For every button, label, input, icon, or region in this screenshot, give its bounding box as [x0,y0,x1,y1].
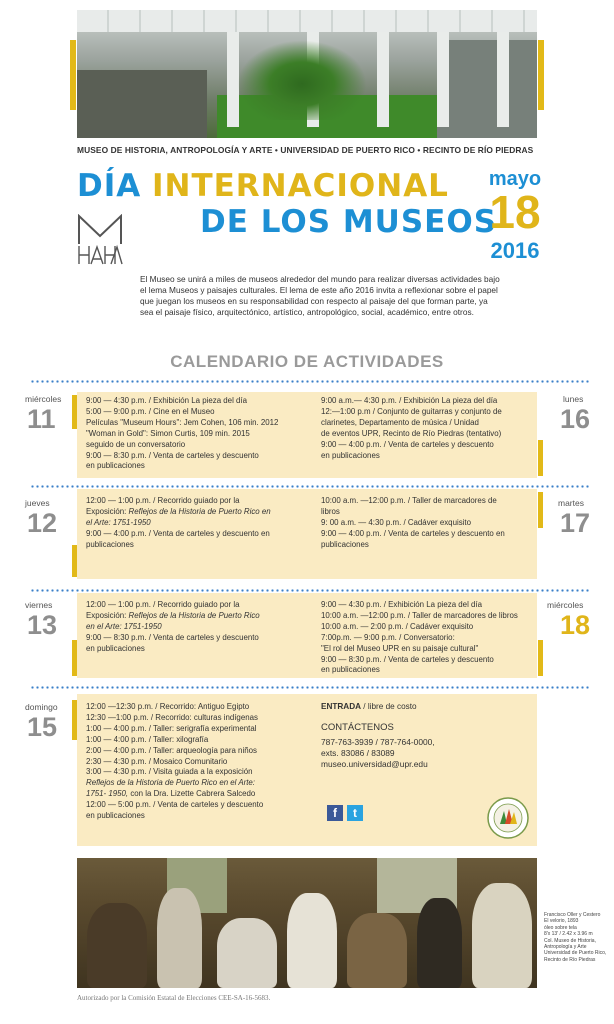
entry-line: de eventos UPR, Recinto de Río Piedras (tentativo) [321,428,502,438]
entry-line: 12:30 —1:00 p.m. / Recorrido: culturas indígenas [86,712,258,722]
entry-day-16 [321,396,535,461]
day-num-16: 16 [560,404,591,434]
photo-palm [237,40,367,120]
entry-text: Exposición: [86,506,129,516]
caption-line: El velorio, 1893 [544,918,579,925]
entry-line [86,507,308,518]
entry-line: Películas "Museum Hours": Jem Cohen, 106 min. 2012 [86,417,279,427]
exhibition-title: en el Arte: 1751-1950 [86,621,162,631]
entry-day-11 [86,396,306,472]
date-year: 2016 [490,238,540,263]
day-name-13: viernes [25,600,53,610]
dotted-divider [30,380,590,383]
day-num-18: 18 [560,610,591,640]
entry-line: 9:00 — 8:30 p.m. / Venta de carteles y descuento [86,632,259,642]
title-internacional: INTERNACIONAL [152,168,449,204]
entry-line: "El rol del Museo UPR en su paisaje cultural" [321,643,479,653]
day-name-12: jueves [25,498,50,508]
entry-line: 10:00 a.m. —12:00 p.m. / Taller de marcadores de libros [321,610,518,620]
painting-figure [87,903,147,988]
entry-day-12 [86,496,308,551]
entry-line: 9:00 — 4:00 p.m. / Venta de carteles y descuento en [86,528,270,538]
day-bar [538,440,543,476]
day-bar [72,545,77,577]
painting-figure [287,893,337,988]
entry-line: 9:00 — 8:30 p.m. / Venta de carteles y descuento [321,654,494,664]
dotted-divider [30,589,590,592]
day-num-17: 17 [560,508,591,538]
maha-logo-icon [77,214,123,266]
entrada-text: / libre de costo [361,702,417,711]
date-day: 18 [489,186,541,238]
entry-line: en publicaciones [86,643,145,653]
caption-line: Francisco Oller y Cestero [544,912,601,918]
contact-email[interactable]: museo.universidad@upr.edu [321,759,428,769]
entry-line: 9: 00 a.m. — 4:30 p.m. / Cadáver exquisito [321,517,471,527]
entry-line: 9:00 — 4:00 p.m. / Venta de carteles y descuento [321,439,494,449]
painting-figure [417,898,462,988]
entry-line: en publicaciones [321,450,380,460]
entry-day-15 [86,702,312,822]
entry-line: "Woman in Gold": Simon Curtis, 109 min. 2015 [86,428,250,438]
dotted-divider [30,686,590,689]
intro-paragraph: El Museo se unirá a miles de museos alrededor del mundo para realizar diversas actividades bajo el lema Museos y paisajes culturales. El lema de este año 2016 invita a reflexionar sobre el papel que juegan los museos en su responsabilidad con respecto al paisaje del que forman parte, ya sea el paisaje físico, arquitectónico, artístico, antropológico, social, académico, entre otros. [140,274,500,317]
day-bar [72,640,77,676]
contact-details [321,737,535,770]
day-num-11: 11 [27,404,56,434]
footnote: Autorizado por la Comisión Estatal de Elecciones CEE-SA-16-5683. [77,994,271,1002]
day-name-17: martes [558,498,584,508]
dotted-divider [30,485,590,488]
facebook-icon[interactable]: f [327,805,343,821]
entry-line [86,611,308,622]
entry-text: con la Dra. Lizette Cabrera Salcedo [128,789,256,799]
day-num-12: 12 [27,508,58,538]
entry-line: 9:00 a.m.— 4:30 p.m. / Exhibición La pieza del día [321,396,498,405]
entry-line: en publicaciones [86,811,145,821]
entry-line: 12:00 — 1:00 p.m. / Recorrido guiado por la [86,496,240,505]
accent-bar-left [70,40,76,110]
date-month: mayo [488,168,542,190]
day-bar [538,640,543,676]
entry-line: en publicaciones [86,461,145,471]
accent-bar-right [538,40,544,110]
day-name-18: miércoles [547,600,584,610]
entry-line: libros [321,506,340,516]
exhibition-title: Reflejos de la Historia de Puerto Rico en [128,506,271,516]
exhibition-title: el Arte: 1751-1950 [86,517,151,527]
day-name-16: lunes [563,394,584,404]
contact-phone: 787-763-3939 / 787-764-0000, [321,737,435,747]
entry-line: 9:00 — 4:30 p.m. / Exhibición La pieza del día [321,600,482,609]
entry-day-17 [321,496,535,551]
header-subtitle: MUSEO DE HISTORIA, ANTROPOLOGÍA Y ARTE • UNIVERSIDAD DE PUERTO RICO • RECINTO DE RÍO PIEDRAS [77,145,534,155]
caption-line: Universidad de Puerto Rico, [544,950,607,957]
entry-line: 9:00 — 4:00 p.m. / Venta de carteles y descuento en [321,528,505,538]
photo-column [497,32,509,127]
caption-line: Recinto de Río Piedras [544,956,596,963]
day-num-15: 15 [27,712,58,742]
twitter-icon[interactable]: t [347,805,363,821]
photo-shade-left [77,70,207,138]
entry-line: clarinetes, Departamento de música / Unidad [321,417,479,427]
entry-line: 3:00 — 4:30 p.m. / Visita guiada a la exposición [86,767,253,777]
painting-el-velorio [77,858,537,988]
entry-line: 5:00 — 9:00 p.m. / Cine en el Museo [86,406,215,416]
seal-icon [487,797,529,839]
photo-column [377,32,389,127]
photo-shade-right [437,40,537,138]
entry-line: 12:00 —12:30 p.m. / Recorrido: Antiguo Egipto [86,702,250,711]
entry-text: Exposición: [86,610,129,620]
entry-line: 10:00 a.m. — 2:00 p.m. / Cadáver exquisito [321,621,474,631]
day-name-15: domingo [25,702,58,712]
entry-day-13 [86,600,308,655]
entry-line: 2:30 — 4:30 p.m. / Mosaico Comunitario [86,756,228,766]
entrada-line [321,702,535,713]
exhibition-title: Reflejos de la Historia de Puerto Rico en el Arte: [86,778,256,788]
photo-column [437,32,449,127]
caption-line: Antropología y Arte [544,944,587,951]
contact-heading: CONTÁCTENOS [321,722,394,733]
day-bar [72,395,77,429]
exhibition-title: 1751- 1950, [86,789,129,799]
entry-line: 2:00 — 4:00 p.m. / Taller: arqueología para niños [86,745,257,755]
entry-line: 12:—1:00 p.m / Conjunto de guitarras y conjunto de [321,406,502,416]
entrada-label: ENTRADA [321,702,362,711]
painting-figure [157,888,202,988]
painting-figure [347,913,407,988]
entry-line: 12:00 — 5:00 p.m. / Venta de carteles y descuento [86,800,264,810]
day-name-11: miércoles [25,394,62,404]
day-num-13: 13 [27,610,58,640]
caption-line: Col. Museo de Historia, [544,937,596,944]
entry-day-18 [321,600,537,676]
hero-photo [77,10,537,138]
entry-line: seguido de un conversatorio [86,439,186,449]
painting-figure [472,883,532,988]
entry-line: 1:00 — 4:00 p.m. / Taller: serigrafía experimental [86,723,257,733]
entry-line: publicaciones [321,539,369,549]
entry-line: 9:00 — 8:30 p.m. / Venta de carteles y descuento [86,450,259,460]
entry-line: 12:00 — 1:00 p.m. / Recorrido guiado por la [86,600,240,609]
entry-line: 7:00p.m. — 9:00 p.m. / Conversatorio: [321,632,455,642]
entry-line [86,789,312,800]
contact-extensions: exts. 83086 / 83089 [321,748,395,758]
painting-caption [544,912,612,963]
photo-roof [77,10,537,32]
title-dia: DÍA [77,168,142,204]
calendar-title: CALENDARIO DE ACTIVIDADES [170,352,444,371]
entry-line: 9:00 — 4:30 p.m. / Exhibición La pieza del día [86,396,247,405]
day-bar [72,700,77,740]
entry-line: publicaciones [86,539,134,549]
entry-line: en publicaciones [321,665,380,675]
entry-line: 10:00 a.m. —12:00 p.m. / Taller de marcadores de [321,496,497,505]
title-de-los-museos: DE LOS MUSEOS [200,204,498,240]
contact-block [321,702,535,713]
exhibition-title: Reflejos de la Historia de Puerto Rico [128,610,260,620]
entry-line: 1:00 — 4:00 p.m. / Taller: xilografía [86,734,209,744]
day-bar [538,492,543,528]
caption-line: óleo sobre tela [544,924,577,931]
painting-figure [217,918,277,988]
caption-line: 8'x 13' / 2.42 x 3.96 m [544,931,593,938]
